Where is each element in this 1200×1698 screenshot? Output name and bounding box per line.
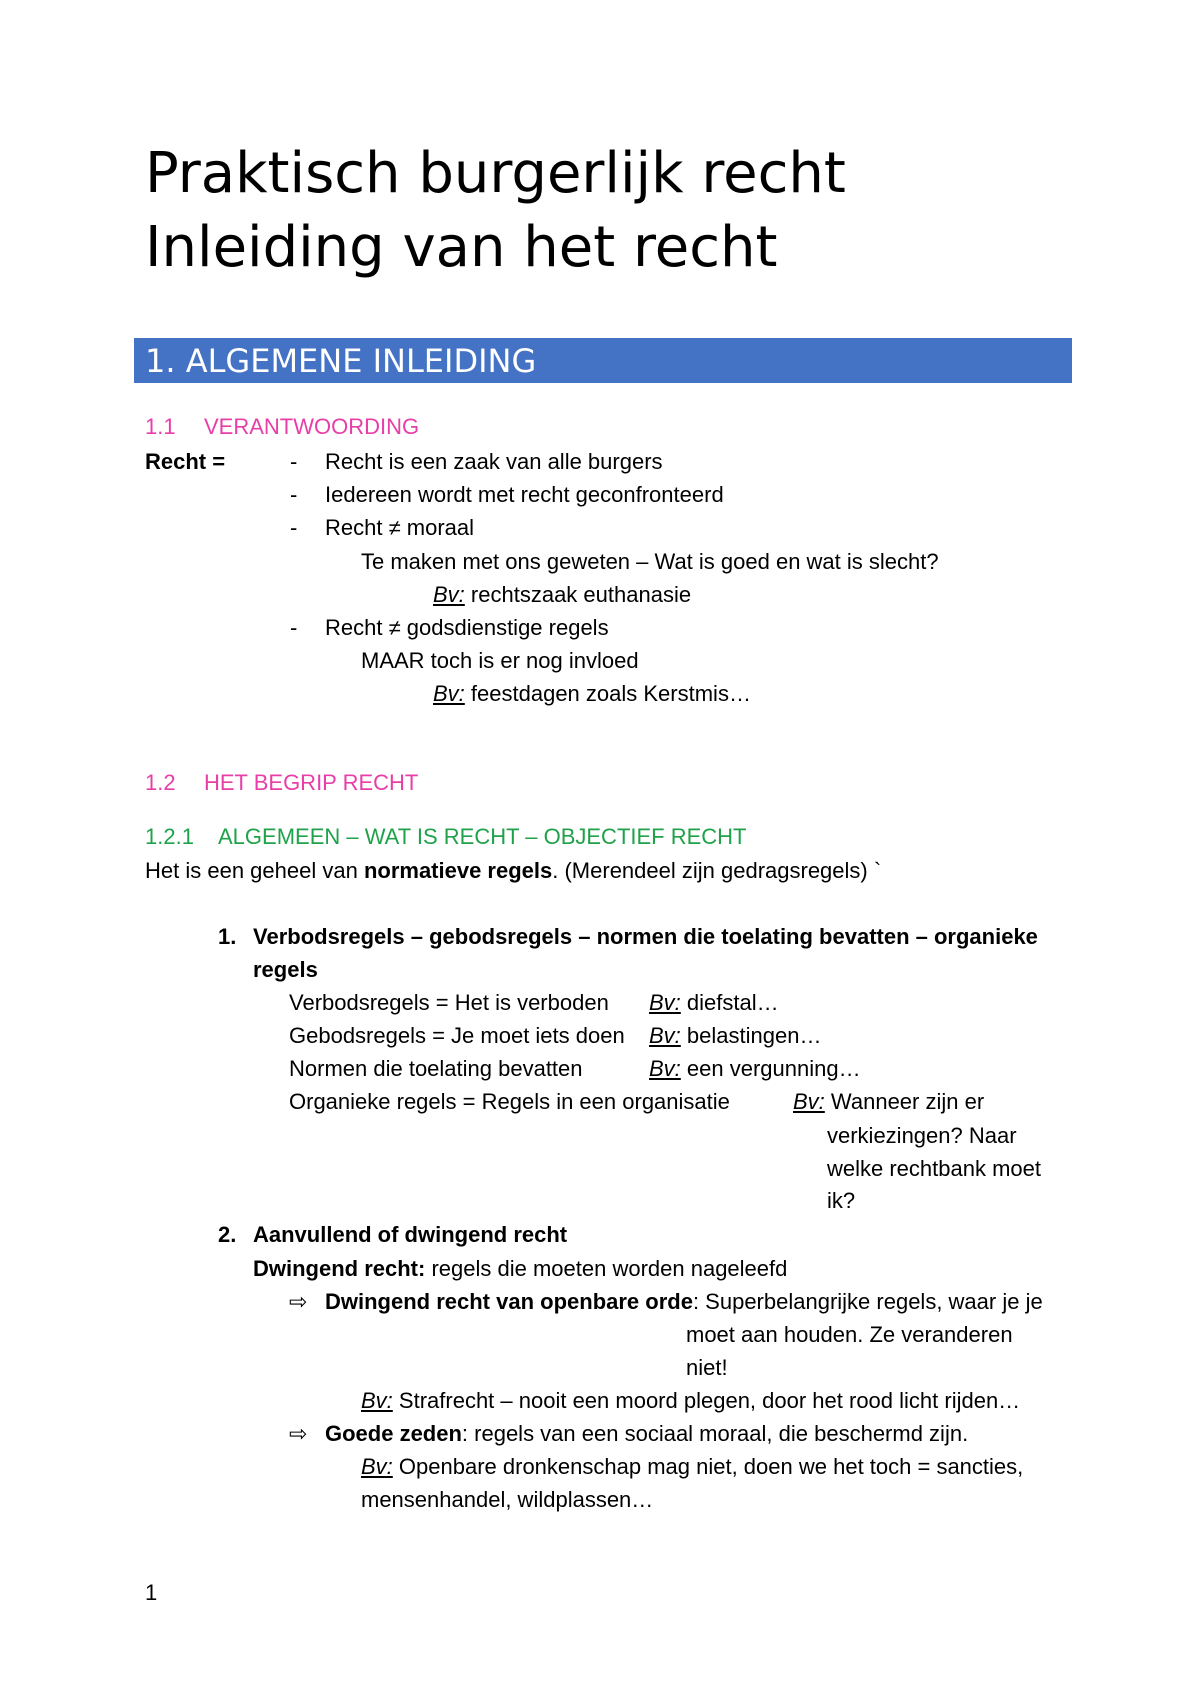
- list-number-2: 2.: [218, 1222, 237, 1247]
- s121-number: 1.2.1: [145, 824, 194, 849]
- example-text: verkiezingen? Naar: [827, 1123, 1017, 1148]
- example-text: Wanneer zijn er: [830, 1089, 985, 1114]
- sub-line: MAAR toch is er nog invloed: [361, 648, 639, 673]
- arrow-text-cont: moet aan houden. Ze veranderen: [686, 1322, 1013, 1347]
- list-item: Iedereen wordt met recht geconfronteerd: [325, 482, 724, 507]
- rule-left: Normen die toelating bevatten: [289, 1056, 583, 1081]
- dash: -: [290, 615, 298, 640]
- arrow-text-cont: niet!: [686, 1355, 728, 1380]
- bv-label: Bv:: [361, 1388, 393, 1413]
- example-line: [361, 1452, 1023, 1482]
- example-text: Openbare dronkenschap mag niet, doen we het toch = sancties,: [398, 1454, 1024, 1479]
- example-text: welke rechtbank moet: [827, 1156, 1041, 1181]
- intro-pre: Het is een geheel van: [145, 858, 364, 883]
- example-text: diefstal…: [686, 990, 779, 1015]
- example-text: een vergunning…: [686, 1056, 861, 1081]
- list-number-1: 1.: [218, 924, 237, 949]
- rule-example: [649, 1021, 821, 1051]
- rule-left: Verbodsregels = Het is verboden: [289, 990, 609, 1015]
- s11-heading: VERANTWOORDING: [204, 414, 420, 439]
- example-text: feestdagen zoals Kerstmis…: [470, 681, 751, 706]
- bv-label: Bv:: [361, 1454, 393, 1479]
- arrow-icon: ⇨: [289, 1421, 308, 1446]
- title-line-2: Inleiding van het recht: [145, 215, 778, 280]
- dwingend-text: regels die moeten worden nageleefd: [425, 1256, 788, 1281]
- example-line: [361, 1386, 1020, 1416]
- list-item: Recht is een zaak van alle burgers: [325, 449, 663, 474]
- intro-paragraph: [145, 856, 881, 886]
- arrow-text: : Superbelangrijke regels, waar je je: [692, 1289, 1043, 1314]
- item1-heading-line2: regels: [253, 957, 318, 982]
- intro-post: . (Merendeel zijn gedragsregels) `: [552, 858, 882, 883]
- bv-label: Bv:: [433, 681, 465, 706]
- s12-heading: HET BEGRIP RECHT: [204, 770, 419, 795]
- dash: -: [290, 515, 298, 540]
- example-text: ik?: [827, 1188, 856, 1213]
- arrow-line-2: [325, 1419, 968, 1449]
- example-line: [433, 679, 751, 709]
- dash: -: [290, 449, 298, 474]
- recht-label: Recht =: [145, 449, 226, 474]
- section-1-heading: 1. ALGEMENE INLEIDING: [145, 342, 537, 380]
- dwingend-bold: Dwingend recht:: [253, 1256, 426, 1281]
- dash: -: [290, 482, 298, 507]
- page-number: 1: [145, 1580, 158, 1605]
- title-line-1: Praktisch burgerlijk recht: [145, 141, 846, 206]
- example-text: rechtszaak euthanasie: [470, 582, 692, 607]
- sub-line: Te maken met ons geweten – Wat is goed en wat is slecht?: [361, 549, 939, 574]
- example-text: mensenhandel, wildplassen…: [361, 1487, 654, 1512]
- arrow-text: : regels van een sociaal moraal, die beschermd zijn.: [461, 1421, 969, 1446]
- section-1-banner: [134, 338, 1072, 383]
- example-text: belastingen…: [686, 1023, 822, 1048]
- arrow-bold: Dwingend recht van openbare orde: [325, 1289, 693, 1314]
- rule-left: Organieke regels = Regels in een organisatie: [289, 1089, 730, 1114]
- rule-left: Gebodsregels = Je moet iets doen: [289, 1023, 625, 1048]
- rule-example: [649, 1054, 861, 1084]
- list-item: Recht ≠ godsdienstige regels: [325, 615, 609, 640]
- intro-bold: normatieve regels: [363, 858, 553, 883]
- arrow-icon: ⇨: [289, 1289, 308, 1314]
- bv-label: Bv:: [649, 1023, 681, 1048]
- s121-heading: ALGEMEEN – WAT IS RECHT – OBJECTIEF RECHT: [218, 824, 747, 849]
- rule-example: [649, 988, 779, 1018]
- dwingend-line: [253, 1254, 787, 1284]
- bv-label: Bv:: [433, 582, 465, 607]
- rule-example: [793, 1087, 984, 1117]
- item1-heading-line1: Verbodsregels – gebodsregels – normen die toelating bevatten – organieke: [253, 924, 1038, 949]
- s11-number: 1.1: [145, 414, 176, 439]
- example-text: Strafrecht – nooit een moord plegen, door het rood licht rijden…: [398, 1388, 1021, 1413]
- item2-heading: Aanvullend of dwingend recht: [253, 1222, 568, 1247]
- arrow-line-1: [325, 1287, 1043, 1317]
- s12-number: 1.2: [145, 770, 176, 795]
- bv-label: Bv:: [793, 1089, 825, 1114]
- example-line: [433, 580, 691, 610]
- bv-label: Bv:: [649, 1056, 681, 1081]
- bv-label: Bv:: [649, 990, 681, 1015]
- list-item: Recht ≠ moraal: [325, 515, 475, 540]
- arrow-bold: Goede zeden: [325, 1421, 462, 1446]
